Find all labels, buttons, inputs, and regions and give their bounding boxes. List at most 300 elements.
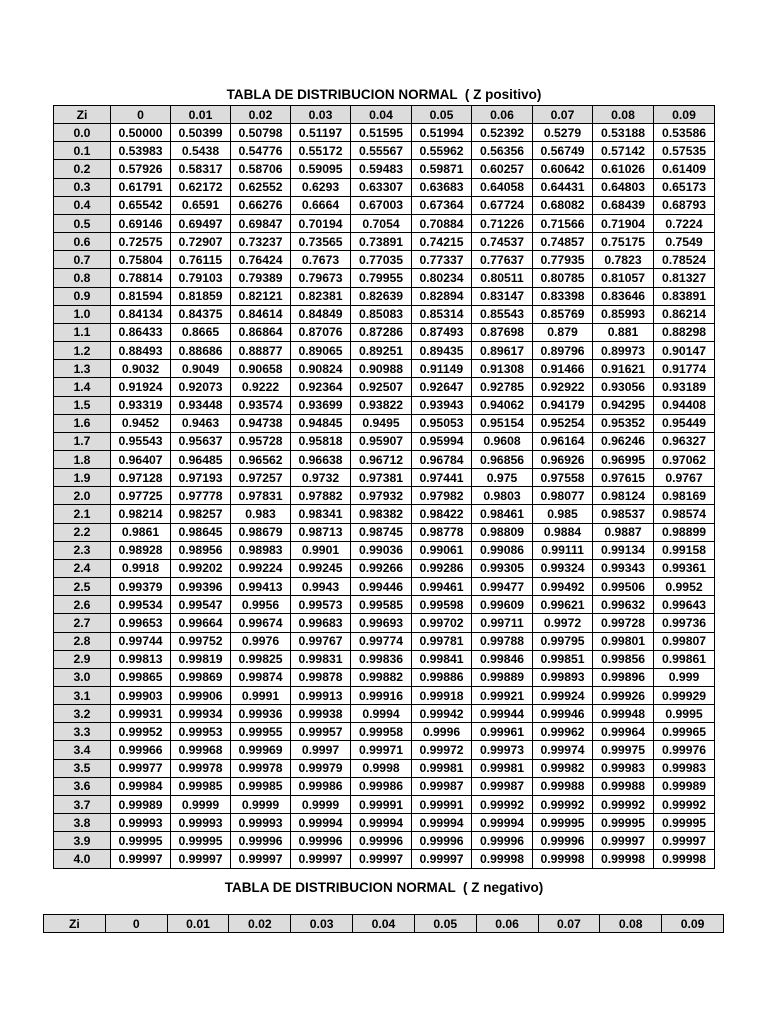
probability-cell: 0.98214 [111,505,171,523]
table-row [54,559,715,577]
probability-cell: 0.99446 [351,578,412,596]
probability-cell: 0.97193 [171,469,231,487]
zi-cell: 1.8 [54,450,111,468]
probability-cell: 0.9999 [171,795,231,813]
probability-cell: 0.99869 [171,668,231,686]
zi-cell: 2.0 [54,487,111,505]
negative-header-row [44,915,724,933]
probability-cell: 0.91149 [412,360,472,378]
probability-cell: 0.98956 [171,541,231,559]
probability-cell: 0.96784 [412,450,472,468]
zi-cell: 1.4 [54,378,111,396]
probability-cell: 0.96856 [472,450,533,468]
probability-cell: 0.99831 [291,650,351,668]
probability-cell: 0.99948 [593,705,654,723]
probability-cell: 0.99413 [231,578,291,596]
probability-cell: 0.93699 [291,396,351,414]
probability-cell: 0.60642 [533,160,593,178]
probability-cell: 0.99664 [171,614,231,632]
probability-cell: 0.99965 [654,723,715,741]
probability-cell: 0.99997 [111,850,171,868]
probability-cell: 0.64058 [472,178,533,196]
column-header-zi: Zi [44,915,106,933]
probability-cell: 0.9032 [111,360,171,378]
table-row [54,142,715,160]
probability-cell: 0.99997 [654,832,715,850]
probability-cell: 0.68082 [533,196,593,214]
probability-cell: 0.99461 [412,578,472,596]
probability-cell: 0.9495 [351,414,412,432]
probability-cell: 0.99846 [472,650,533,668]
probability-cell: 0.99997 [291,850,351,868]
table-row [54,759,715,777]
probability-cell: 0.80511 [472,269,533,287]
column-header: 0.05 [414,915,476,933]
probability-cell: 0.99036 [351,541,412,559]
zi-cell: 0.3 [54,178,111,196]
probability-cell: 0.99996 [533,832,593,850]
probability-cell: 0.81594 [111,287,171,305]
table-row [54,723,715,741]
probability-cell: 0.99988 [533,777,593,795]
zi-cell: 0.2 [54,160,111,178]
zi-cell: 3.0 [54,668,111,686]
probability-cell: 0.99969 [231,741,291,759]
probability-cell: 0.99989 [654,777,715,795]
probability-cell: 0.99952 [111,723,171,741]
probability-cell: 0.99379 [111,578,171,596]
table-row [54,178,715,196]
probability-cell: 0.99998 [472,850,533,868]
column-header: 0.07 [533,106,593,124]
probability-cell: 0.92647 [412,378,472,396]
zi-cell: 0.6 [54,233,111,251]
zi-cell: 2.7 [54,614,111,632]
probability-cell: 0.57142 [593,142,654,160]
probability-cell: 0.88686 [171,342,231,360]
probability-cell: 0.99962 [533,723,593,741]
probability-cell: 0.51994 [412,124,472,142]
probability-cell: 0.99134 [593,541,654,559]
probability-cell: 0.99996 [291,832,351,850]
table-row [54,632,715,650]
table-row [54,378,715,396]
probability-cell: 0.99918 [412,687,472,705]
probability-cell: 0.99711 [472,614,533,632]
probability-cell: 0.51595 [351,124,412,142]
probability-cell: 0.89251 [351,342,412,360]
probability-cell: 0.5438 [171,142,231,160]
probability-cell: 0.94408 [654,396,715,414]
probability-cell: 0.73237 [231,233,291,251]
probability-cell: 0.99781 [412,632,472,650]
probability-cell: 0.74537 [472,233,533,251]
probability-cell: 0.73891 [351,233,412,251]
probability-cell: 0.91924 [111,378,171,396]
table-row [54,414,715,432]
probability-cell: 0.95053 [412,414,472,432]
column-header: 0.08 [600,915,662,933]
probability-cell: 0.98809 [472,523,533,541]
probability-cell: 0.99286 [412,559,472,577]
column-header: 0.07 [538,915,600,933]
probability-cell: 0.99998 [654,850,715,868]
probability-cell: 0.99994 [412,814,472,832]
probability-cell: 0.55567 [351,142,412,160]
probability-cell: 0.50798 [231,124,291,142]
probability-cell: 0.99934 [171,705,231,723]
probability-cell: 0.999 [654,668,715,686]
probability-cell: 0.8665 [171,323,231,341]
probability-cell: 0.62552 [231,178,291,196]
probability-cell: 0.85083 [351,305,412,323]
probability-cell: 0.6591 [171,196,231,214]
probability-cell: 0.59871 [412,160,472,178]
probability-cell: 0.99953 [171,723,231,741]
probability-cell: 0.99977 [111,759,171,777]
probability-cell: 0.97882 [291,487,351,505]
probability-cell: 0.86864 [231,323,291,341]
probability-cell: 0.99266 [351,559,412,577]
column-header: 0.01 [167,915,229,933]
probability-cell: 0.99987 [412,777,472,795]
probability-cell: 0.58317 [171,160,231,178]
probability-cell: 0.99976 [654,741,715,759]
probability-cell: 0.84849 [291,305,351,323]
probability-cell: 0.55172 [291,142,351,160]
probability-cell: 0.84614 [231,305,291,323]
probability-cell: 0.9943 [291,578,351,596]
probability-cell: 0.99985 [231,777,291,795]
table-row [54,269,715,287]
probability-cell: 0.99988 [593,777,654,795]
zi-cell: 1.3 [54,360,111,378]
probability-cell: 0.7823 [593,251,654,269]
probability-cell: 0.98983 [231,541,291,559]
probability-cell: 0.81327 [654,269,715,287]
table-row [54,850,715,868]
column-header: 0.09 [662,915,724,933]
probability-cell: 0.99978 [171,759,231,777]
probability-cell: 0.99986 [351,777,412,795]
probability-cell: 0.95352 [593,414,654,432]
table-row [54,814,715,832]
table-row [54,832,715,850]
probability-cell: 0.99973 [472,741,533,759]
zi-cell: 3.6 [54,777,111,795]
probability-cell: 0.95907 [351,432,412,450]
probability-cell: 0.93319 [111,396,171,414]
probability-cell: 0.99492 [533,578,593,596]
probability-cell: 0.97831 [231,487,291,505]
probability-cell: 0.99477 [472,578,533,596]
zi-cell: 2.5 [54,578,111,596]
probability-cell: 0.91621 [593,360,654,378]
zi-cell: 0.8 [54,269,111,287]
zi-cell: 0.1 [54,142,111,160]
probability-cell: 0.99807 [654,632,715,650]
probability-cell: 0.99997 [351,850,412,868]
zi-cell: 2.9 [54,650,111,668]
probability-cell: 0.99944 [472,705,533,723]
probability-cell: 0.80785 [533,269,593,287]
probability-cell: 0.99882 [351,668,412,686]
column-header: 0.06 [476,915,538,933]
probability-cell: 0.67724 [472,196,533,214]
table-row [54,469,715,487]
probability-cell: 0.9952 [654,578,715,596]
probability-cell: 0.89435 [412,342,472,360]
probability-cell: 0.9999 [291,795,351,813]
column-header: 0.03 [291,915,353,933]
probability-cell: 0.93189 [654,378,715,396]
probability-cell: 0.89796 [533,342,593,360]
probability-cell: 0.54776 [231,142,291,160]
column-header: 0.06 [472,106,533,124]
probability-cell: 0.99813 [111,650,171,668]
zi-cell: 2.4 [54,559,111,577]
probability-cell: 0.67003 [351,196,412,214]
zi-cell: 0.5 [54,214,111,232]
probability-cell: 0.58706 [231,160,291,178]
probability-cell: 0.91308 [472,360,533,378]
probability-cell: 0.83891 [654,287,715,305]
probability-cell: 0.9996 [412,723,472,741]
probability-cell: 0.83147 [472,287,533,305]
probability-cell: 0.99992 [654,795,715,813]
probability-cell: 0.99978 [231,759,291,777]
table-row [54,342,715,360]
probability-cell: 0.81057 [593,269,654,287]
probability-cell: 0.94062 [472,396,533,414]
table-row [54,360,715,378]
probability-cell: 0.68439 [593,196,654,214]
probability-cell: 0.93943 [412,396,472,414]
column-header: 0.04 [351,106,412,124]
probability-cell: 0.97062 [654,450,715,468]
table-row [54,596,715,614]
table-row [54,196,715,214]
zi-cell: 1.1 [54,323,111,341]
probability-cell: 0.99396 [171,578,231,596]
table-row [54,795,715,813]
probability-cell: 0.99991 [412,795,472,813]
probability-cell: 0.65173 [654,178,715,196]
probability-cell: 0.82894 [412,287,472,305]
table-row [54,505,715,523]
table-row [54,541,715,559]
probability-cell: 0.86214 [654,305,715,323]
probability-cell: 0.65542 [111,196,171,214]
zi-cell: 1.7 [54,432,111,450]
probability-cell: 0.97257 [231,469,291,487]
probability-cell: 0.983 [231,505,291,523]
probability-cell: 0.99856 [593,650,654,668]
probability-cell: 0.9887 [593,523,654,541]
probability-cell: 0.96164 [533,432,593,450]
probability-cell: 0.95728 [231,432,291,450]
probability-cell: 0.64431 [533,178,593,196]
probability-cell: 0.99989 [111,795,171,813]
probability-cell: 0.97558 [533,469,593,487]
zi-cell: 1.0 [54,305,111,323]
probability-cell: 0.90147 [654,342,715,360]
probability-cell: 0.99996 [231,832,291,850]
probability-cell: 0.94179 [533,396,593,414]
probability-cell: 0.99936 [231,705,291,723]
zi-cell: 1.5 [54,396,111,414]
column-header: 0.02 [229,915,291,933]
probability-cell: 0.98422 [412,505,472,523]
zi-cell: 2.3 [54,541,111,559]
probability-cell: 0.99994 [472,814,533,832]
table-row [54,777,715,795]
table-row [54,305,715,323]
probability-cell: 0.99702 [412,614,472,632]
probability-cell: 0.98382 [351,505,412,523]
probability-cell: 0.99992 [593,795,654,813]
probability-cell: 0.77035 [351,251,412,269]
probability-cell: 0.66276 [231,196,291,214]
probability-cell: 0.99955 [231,723,291,741]
positive-z-table [53,105,715,869]
probability-cell: 0.89065 [291,342,351,360]
probability-cell: 0.99506 [593,578,654,596]
probability-cell: 0.881 [593,323,654,341]
probability-cell: 0.93448 [171,396,231,414]
probability-cell: 0.96712 [351,450,412,468]
probability-cell: 0.84375 [171,305,231,323]
probability-cell: 0.95818 [291,432,351,450]
probability-cell: 0.99361 [654,559,715,577]
probability-cell: 0.75804 [111,251,171,269]
probability-cell: 0.99983 [593,759,654,777]
probability-cell: 0.9767 [654,469,715,487]
probability-cell: 0.6664 [291,196,351,214]
probability-cell: 0.99324 [533,559,593,577]
probability-cell: 0.975 [472,469,533,487]
probability-cell: 0.9884 [533,523,593,541]
probability-cell: 0.79673 [291,269,351,287]
probability-cell: 0.99974 [533,741,593,759]
probability-cell: 0.9049 [171,360,231,378]
probability-cell: 0.7549 [654,233,715,251]
probability-cell: 0.91774 [654,360,715,378]
probability-cell: 0.87076 [291,323,351,341]
table-row [54,160,715,178]
probability-cell: 0.84134 [111,305,171,323]
probability-cell: 0.9997 [291,741,351,759]
zi-cell: 3.2 [54,705,111,723]
probability-cell: 0.90824 [291,360,351,378]
probability-cell: 0.99975 [593,741,654,759]
probability-cell: 0.77637 [472,251,533,269]
column-header-zi: Zi [54,106,111,124]
zi-cell: 3.9 [54,832,111,850]
probability-cell: 0.99893 [533,668,593,686]
probability-cell: 0.99886 [412,668,472,686]
probability-cell: 0.74215 [412,233,472,251]
probability-cell: 0.89617 [472,342,533,360]
probability-cell: 0.61026 [593,160,654,178]
probability-cell: 0.99736 [654,614,715,632]
probability-cell: 0.99981 [412,759,472,777]
probability-cell: 0.99086 [472,541,533,559]
probability-cell: 0.53983 [111,142,171,160]
probability-cell: 0.71566 [533,214,593,232]
probability-cell: 0.75175 [593,233,654,251]
probability-cell: 0.99961 [472,723,533,741]
probability-cell: 0.81859 [171,287,231,305]
zi-cell: 0.9 [54,287,111,305]
probability-cell: 0.82121 [231,287,291,305]
probability-cell: 0.99997 [593,832,654,850]
probability-cell: 0.99752 [171,632,231,650]
zi-cell: 2.6 [54,596,111,614]
probability-cell: 0.95994 [412,432,472,450]
probability-cell: 0.53586 [654,124,715,142]
probability-cell: 0.51197 [291,124,351,142]
probability-cell: 0.96407 [111,450,171,468]
probability-cell: 0.68793 [654,196,715,214]
column-header: 0.04 [353,915,415,933]
probability-cell: 0.99931 [111,705,171,723]
negative-z-table [43,914,724,933]
probability-cell: 0.99995 [593,814,654,832]
zi-cell: 3.8 [54,814,111,832]
probability-cell: 0.9976 [231,632,291,650]
probability-cell: 0.99598 [412,596,472,614]
probability-cell: 0.85993 [593,305,654,323]
probability-cell: 0.99985 [171,777,231,795]
probability-cell: 0.50000 [111,124,171,142]
probability-cell: 0.99632 [593,596,654,614]
probability-cell: 0.69497 [171,214,231,232]
probability-cell: 0.67364 [412,196,472,214]
probability-cell: 0.93822 [351,396,412,414]
probability-cell: 0.5279 [533,124,593,142]
probability-cell: 0.6293 [291,178,351,196]
probability-cell: 0.98574 [654,505,715,523]
probability-cell: 0.9995 [654,705,715,723]
probability-cell: 0.53188 [593,124,654,142]
zi-cell: 1.9 [54,469,111,487]
negative-table-title: TABLA DE DISTRIBUCION NORMAL ( Z negativo) [224,880,544,895]
probability-cell: 0.59095 [291,160,351,178]
probability-cell: 0.57926 [111,160,171,178]
probability-cell: 0.99929 [654,687,715,705]
probability-cell: 0.99981 [472,759,533,777]
probability-cell: 0.9998 [351,759,412,777]
probability-cell: 0.99693 [351,614,412,632]
probability-cell: 0.95637 [171,432,231,450]
probability-cell: 0.52392 [472,124,533,142]
table-row [54,614,715,632]
table-row [54,650,715,668]
probability-cell: 0.9999 [231,795,291,813]
column-header: 0.03 [291,106,351,124]
probability-cell: 0.99995 [171,832,231,850]
probability-cell: 0.99998 [533,850,593,868]
column-header: 0.02 [231,106,291,124]
zi-cell: 2.2 [54,523,111,541]
probability-cell: 0.56749 [533,142,593,160]
probability-cell: 0.77935 [533,251,593,269]
probability-cell: 0.99744 [111,632,171,650]
probability-cell: 0.98169 [654,487,715,505]
probability-cell: 0.9994 [351,705,412,723]
probability-cell: 0.99995 [533,814,593,832]
